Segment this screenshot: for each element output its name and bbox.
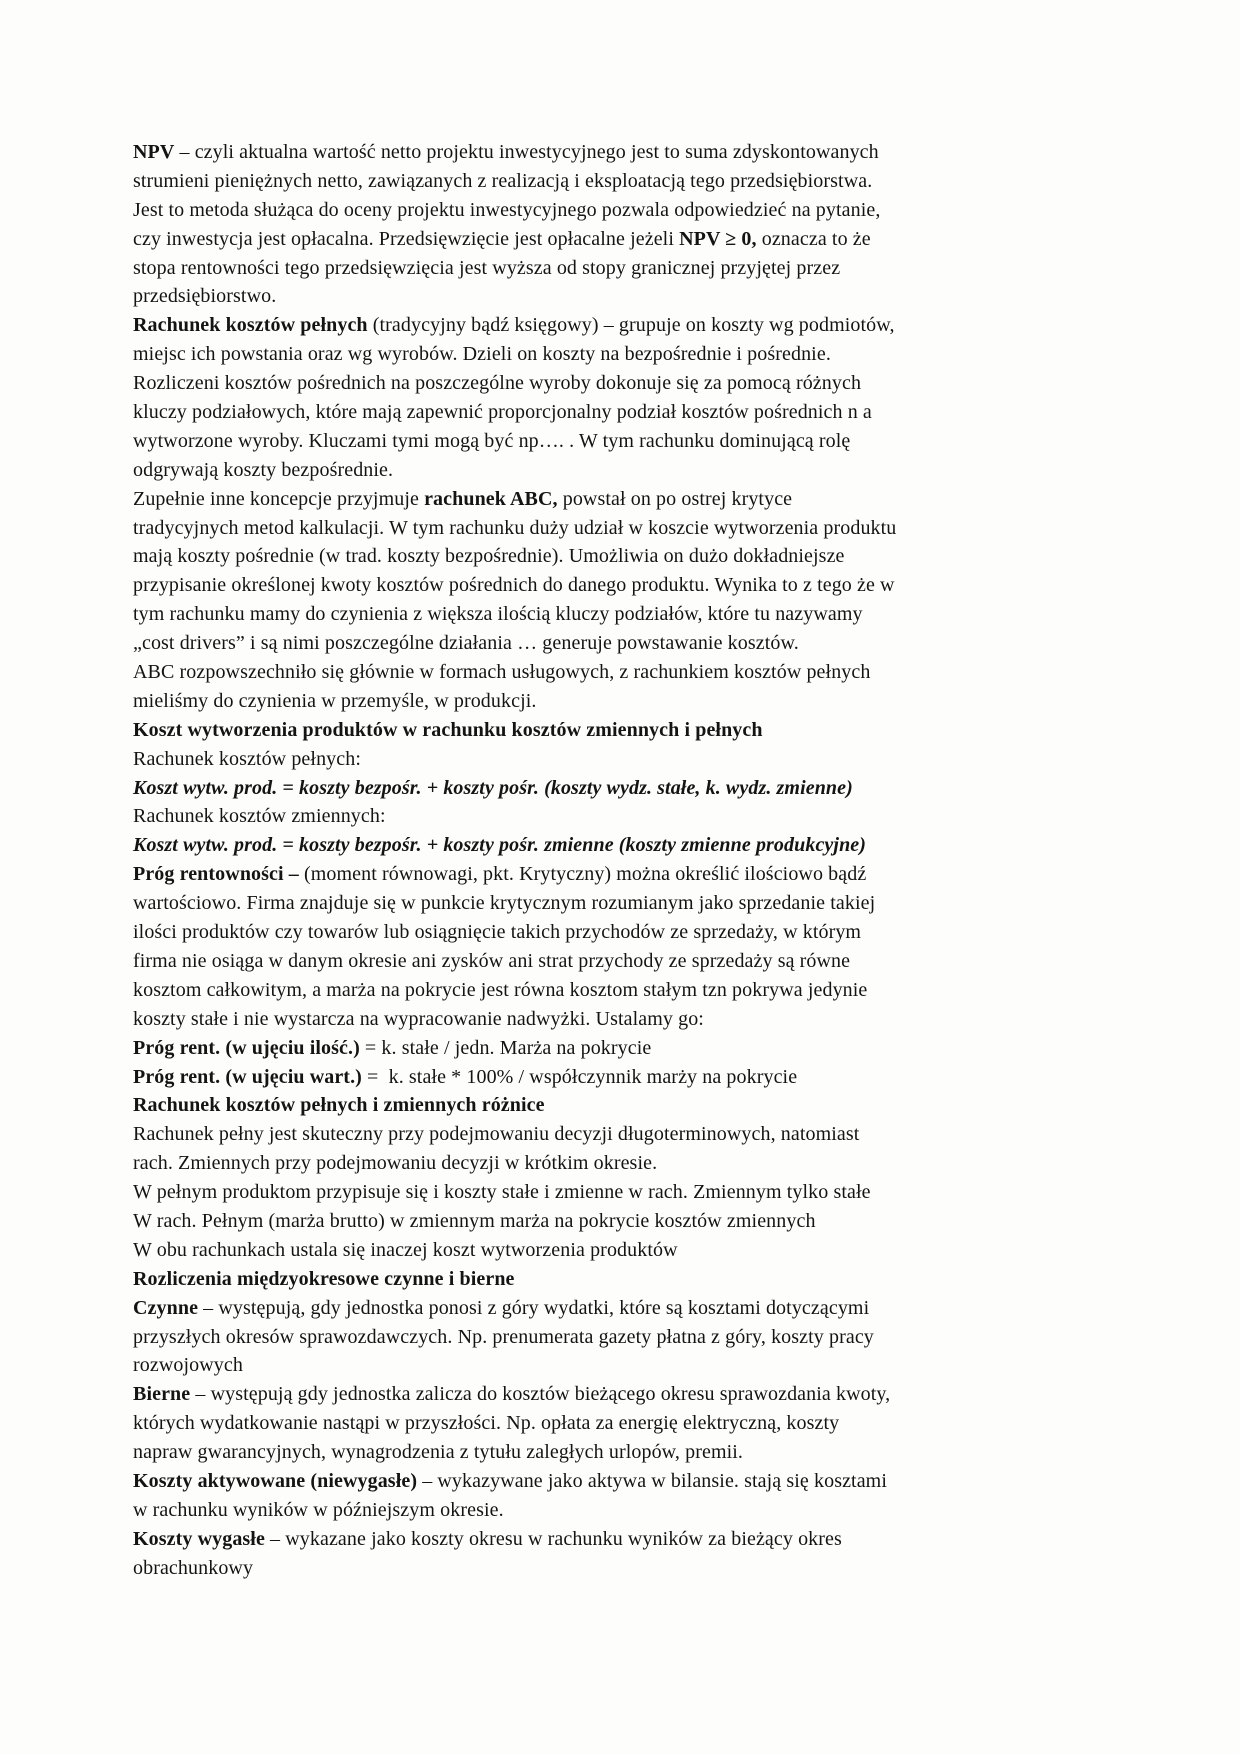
text-line: [133, 1149, 1123, 1178]
text-run: Koszty wygasłe: [133, 1527, 265, 1550]
text-run: ilości produktów czy towarów lub osiągnięcie takich przychodów ze sprzedaży, w którym: [133, 921, 862, 944]
document-text: [133, 138, 1123, 1583]
text-run: Rachunek kosztów pełnych:: [133, 747, 361, 770]
text-run: Próg rent. (w ujęciu ilość.): [133, 1036, 360, 1059]
text-run: W rach. Pełnym (marża brutto) w zmiennym marża na pokrycie kosztów zmiennych: [133, 1209, 816, 1232]
text-run: firma nie osiąga w danym okresie ani zysków ani strat przychody ze sprzedaży są równe: [133, 949, 851, 972]
text-run: tym rachunku mamy do czynienia z większa ilością kluczy podziałów, które tu nazywamy: [133, 603, 863, 626]
text-run: Rozliczeni kosztów pośrednich na poszczególne wyroby dokonuje się za pomocą różnych: [133, 372, 862, 395]
text-line: [133, 1178, 1123, 1207]
text-line: [133, 716, 1123, 745]
text-line: [133, 282, 1123, 311]
text-run: których wydatkowanie nastąpi w przyszłości. Np. opłata za energię elektryczną, koszty: [133, 1412, 840, 1435]
text-run: – wykazane jako koszty okresu w rachunku wyników za bieżący okres: [264, 1527, 842, 1550]
text-line: [133, 1236, 1123, 1265]
text-line: [133, 976, 1123, 1005]
text-line: [133, 629, 1123, 658]
text-run: czy inwestycja jest opłacalna. Przedsięwzięcie jest opłacalne jeżeli: [133, 227, 680, 250]
text-line: [133, 1496, 1123, 1525]
text-line: [133, 1034, 1123, 1063]
text-run: Rozliczenia międzyokresowe czynne i bierne: [133, 1267, 515, 1290]
text-run: miejsc ich powstania oraz wg wyrobów. Dzieli on koszty na bezpośrednie i pośrednie.: [133, 343, 831, 366]
text-line: [133, 1525, 1123, 1554]
text-run: = k. stałe * 100% / współczynnik marży na pokrycie: [361, 1065, 798, 1088]
text-run: kosztom całkowitym, a marża na pokrycie jest równa kosztom stałym tzn pokrywa jedynie: [133, 978, 868, 1001]
text-line: [133, 1005, 1123, 1034]
text-run: strumieni pieniężnych netto, zawiązanych z realizacją i eksploatacją tego przedsiębiorstwa.: [133, 169, 873, 192]
text-line: [133, 1380, 1123, 1409]
text-line: [133, 1207, 1123, 1236]
text-line: [133, 745, 1123, 774]
text-run: Rachunek kosztów zmiennych:: [133, 805, 386, 828]
text-run: Koszty aktywowane (niewygasłe): [133, 1469, 418, 1492]
text-line: [133, 1294, 1123, 1323]
text-run: W pełnym produktom przypisuje się i koszty stałe i zmienne w rach. Zmiennym tylko stałe: [133, 1181, 871, 1204]
text-line: [133, 311, 1123, 340]
text-line: [133, 889, 1123, 918]
text-run: Jest to metoda służąca do oceny projektu inwestycyjnego pozwala odpowiedzieć na pytanie,: [133, 198, 881, 221]
text-run: Bierne: [133, 1383, 191, 1406]
text-run: NPV ≥ 0,: [679, 227, 757, 250]
text-run: przedsiębiorstwo.: [133, 285, 277, 308]
text-run: (tradycyjny bądź księgowy) – grupuje on koszty wg podmiotów,: [367, 314, 895, 337]
text-line: [133, 1265, 1123, 1294]
text-line: [133, 398, 1123, 427]
text-line: [133, 1063, 1123, 1092]
text-line: [133, 254, 1123, 283]
text-line: [133, 340, 1123, 369]
text-run: Próg rentowności –: [133, 863, 299, 886]
text-run: Zupełnie inne koncepcje przyjmuje: [133, 487, 425, 510]
text-run: Czynne: [133, 1296, 199, 1319]
text-run: tradycyjnych metod kalkulacji. W tym rachunku duży udział w koszcie wytworzenia produktu: [133, 516, 897, 539]
text-run: – występują gdy jednostka zalicza do kosztów bieżącego okresu sprawozdania kwoty,: [190, 1383, 891, 1406]
text-line: [133, 1409, 1123, 1438]
text-run: stopa rentowności tego przedsięwzięcia jest wyższa od stopy granicznej przyjętej przez: [133, 256, 841, 279]
text-line: [133, 1554, 1123, 1583]
text-run: Rachunek pełny jest skuteczny przy podejmowaniu decyzji długoterminowych, natomiast: [133, 1123, 860, 1146]
text-line: [133, 600, 1123, 629]
text-run: mają koszty pośrednie (w trad. koszty bezpośrednie). Umożliwia on dużo dokładniejsze: [133, 545, 845, 568]
text-run: powstał on po ostrej krytyce: [557, 487, 793, 510]
text-run: Koszt wytw. prod. = koszty bezpośr. + koszty pośr. (koszty wydz. stałe, k. wydz. zmienne): [133, 776, 853, 799]
text-run: rachunek ABC,: [424, 487, 558, 510]
text-line: [133, 831, 1123, 860]
text-run: w rachunku wyników w późniejszym okresie.: [133, 1498, 504, 1521]
text-line: [133, 1467, 1123, 1496]
text-run: Koszt wytworzenia produktów w rachunku kosztów zmiennych i pełnych: [133, 718, 763, 741]
text-line: [133, 658, 1123, 687]
text-run: Próg rent. (w ujęciu wart.): [133, 1065, 362, 1088]
text-line: [133, 571, 1123, 600]
text-line: [133, 1438, 1123, 1467]
text-run: napraw gwarancyjnych, wynagrodzenia z tytułu zaległych urlopów, premii.: [133, 1441, 744, 1464]
text-run: ABC rozpowszechniło się głównie w formach usługowych, z rachunkiem kosztów pełnych: [133, 661, 871, 684]
text-line: [133, 138, 1123, 167]
text-line: [133, 542, 1123, 571]
text-line: [133, 485, 1123, 514]
text-line: [133, 456, 1123, 485]
text-run: NPV: [133, 141, 175, 163]
text-line: [133, 196, 1123, 225]
text-line: [133, 774, 1123, 803]
text-run: kluczy podziałowych, które mają zapewnić proporcjonalny podział kosztów pośrednich n a: [133, 401, 872, 424]
text-line: [133, 687, 1123, 716]
text-run: Koszt wytw. prod. = koszty bezpośr. + koszty pośr. zmienne (koszty zmienne produkcyjne): [133, 834, 867, 857]
text-run: (moment równowagi, pkt. Krytyczny) można określić ilościowo bądź: [298, 863, 867, 886]
text-run: – występują, gdy jednostka ponosi z góry wydatki, które są kosztami dotyczącymi: [198, 1296, 870, 1319]
text-line: [133, 947, 1123, 976]
text-run: koszty stałe i nie wystarcza na wypracowanie nadwyżki. Ustalamy go:: [133, 1007, 704, 1030]
text-run: Rachunek kosztów pełnych i zmiennych różnice: [133, 1094, 545, 1117]
text-line: [133, 1091, 1123, 1120]
text-run: – czyli aktualna wartość netto projektu inwestycyjnego jest to suma zdyskontowanych: [174, 141, 879, 163]
text-run: Rachunek kosztów pełnych: [133, 314, 368, 337]
text-line: [133, 918, 1123, 947]
text-run: – wykazywane jako aktywa w bilansie. stają się kosztami: [417, 1469, 887, 1492]
text-run: rach. Zmiennych przy podejmowaniu decyzji w krótkim okresie.: [133, 1152, 658, 1175]
text-run: wytworzone wyroby. Kluczami tymi mogą być np…. . W tym rachunku dominującą rolę: [133, 429, 851, 452]
text-run: obrachunkowy: [133, 1556, 254, 1579]
text-run: rozwojowych: [133, 1354, 243, 1377]
text-line: [133, 1323, 1123, 1352]
text-line: [133, 369, 1123, 398]
text-run: oznacza to że: [756, 227, 871, 250]
text-line: [133, 167, 1123, 196]
text-line: [133, 802, 1123, 831]
text-run: wartościowo. Firma znajduje się w punkcie krytycznym rozumianym jako sprzedanie takiej: [133, 892, 876, 915]
text-run: „cost drivers” i są nimi poszczególne działania … generuje powstawanie kosztów.: [133, 632, 799, 655]
text-run: = k. stałe / jedn. Marża na pokrycie: [359, 1036, 652, 1059]
text-line: [133, 1120, 1123, 1149]
text-run: odgrywają koszty bezpośrednie.: [133, 458, 394, 481]
text-line: [133, 514, 1123, 543]
text-line: [133, 1351, 1123, 1380]
text-line: [133, 860, 1123, 889]
text-run: przyszłych okresów sprawozdawczych. Np. prenumerata gazety płatna z góry, koszty pracy: [133, 1325, 874, 1348]
text-line: [133, 427, 1123, 456]
text-run: przypisanie określonej kwoty kosztów pośrednich do danego produktu. Wynika to z tego że w: [133, 574, 895, 597]
text-run: W obu rachunkach ustala się inaczej koszt wytworzenia produktów: [133, 1238, 678, 1261]
text-run: mieliśmy do czynienia w przemyśle, w produkcji.: [133, 689, 537, 712]
text-line: [133, 225, 1123, 254]
